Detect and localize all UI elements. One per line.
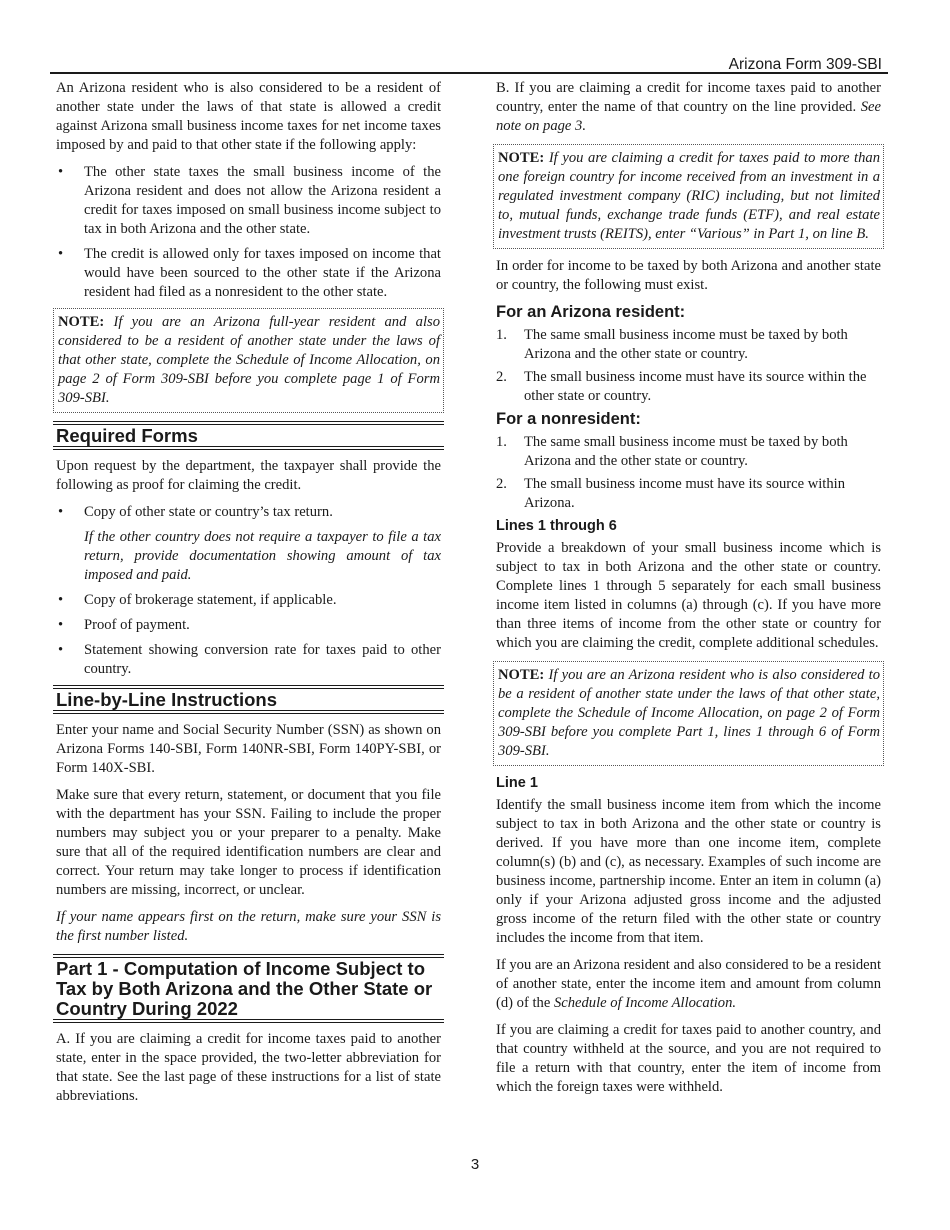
list-item: • Copy of brokerage statement, if applicable. [56,591,441,610]
note-box [53,308,444,413]
line-1-foreign-paragraph: If you are claiming a credit for taxes paid to another country, and that country withheld at the source, and you are not required to file a return with that country, enter the item of income from which the foreign taxes were withheld. [496,1022,881,1095]
list-number: 2. [496,476,507,492]
header-rule [50,72,888,74]
line-1-resident-paragraph [496,956,881,1013]
list-item [496,475,881,513]
section-heading-part1 [53,954,444,1023]
line-instr-paragraph: Enter your name and Social Security Number (SSN) as shown on Arizona Forms 140-SBI, Form 140NR-SBI, Form 140PY-SBI, or Form 140X-SBI. [56,722,441,776]
part1-b-see-note: See note on page 3. [496,99,881,134]
intro-paragraph: An Arizona resident who is also considered to be a resident of another state under the laws of that state is allowed a credit against Arizona small business income taxes for net income taxes imposed by and paid to that other state if the following apply: [56,80,441,153]
section-heading-required-forms [53,421,444,450]
required-forms-intro: Upon request by the department, the taxpayer shall provide the following as proof for claiming the credit. [56,458,441,493]
right-column [496,79,881,1105]
list-number: 1. [496,327,507,343]
section-title: Required Forms [56,425,198,446]
list-number: 1. [496,434,507,450]
list-item-text: The same small business income must be taxed by both Arizona and the other state or country. [524,327,848,362]
section-heading-line-by-line [53,685,444,714]
list-item: • The credit is allowed only for taxes imposed on income that would have been sourced to the other state if the Arizona resident had filed as a nonresident to the other state. [56,245,441,302]
list-item: • Proof of payment. [56,616,441,635]
list-item: • Statement showing conversion rate for taxes paid to other country. [56,641,441,679]
form-title: Arizona Form 309-SBI [728,56,882,73]
note-box [493,661,884,766]
page-number: 3 [470,1156,480,1173]
lines-1-6-paragraph: Provide a breakdown of your small business income which is subject to tax in both Arizona and the other state or country. Complete lines 1 through 5 separately for each small business income item listed in columns (a) through (c). If you have more than three items of income from the other state or country for which you are claiming the credit, complete additional schedules. [496,540,881,651]
note-label: NOTE: [498,667,545,683]
list-number: 2. [496,369,507,385]
note-text: If you are an Arizona resident who is also considered to be a resident of another state under the laws of that other state, complete the Schedule of Income Allocation, on page 2 of Form 309-SBI before you complete Part 1, lines 1 through 6 of Form 309-SBI. [498,667,880,759]
list-item [496,326,881,364]
note-text: If you are claiming a credit for taxes paid to more than one foreign country for income received from an investment in a regulated investment company (RIC) including, but not limited to, mutual funds, exchange trade funds (ETF), and real estate investment trusts (REITS), enter “Various” in Part 1, on line B. [498,150,880,242]
lines-1-6-heading: Lines 1 through 6 [496,518,617,534]
list-item-text: The small business income must have its source within Arizona. [524,476,846,511]
list-item: • The other state taxes the small business income of the Arizona resident and does not allow the Arizona resident a credit for taxes imposed on small business income subject to tax in both Arizona and the other state. [56,163,441,239]
list-item [56,503,441,585]
list-item-text: Copy of other state or country’s tax return. [84,504,333,520]
line-1-paragraph: Identify the small business income item from which the income subject to tax in both Arizona and the other state or country is derived. If you have more than one income item, complete column(s) (b) and (c), as necessary. Examples of such income are business income, partnership income. Enter an item in column (a) only if your Arizona adjusted gross income and the adjusted gross income of the return filed with the other state or country includes the income from that item. [496,797,881,946]
list-item [496,433,881,471]
az-resident-heading: For an Arizona resident: [496,303,686,321]
required-forms-list [56,503,441,679]
line-1-resident-text: If you are an Arizona resident and also considered to be a resident of another state, enter the income item and amount from column (d) of the [496,957,881,1011]
line-instr-ssn-note: If your name appears first on the return, make sure your SSN is the first number listed. [56,909,441,944]
left-column [56,79,441,1114]
list-item-note: If the other country does not require a taxpayer to file a tax return, provide documentation showing amount of tax imposed and paid. [84,529,441,583]
line-1-heading: Line 1 [496,775,538,791]
list-item-text: The same small business income must be taxed by both Arizona and the other state or country. [524,434,848,469]
nonresident-list [496,433,881,513]
az-resident-list [496,326,881,406]
part1-b-paragraph [496,79,881,136]
intro-bullet-list [56,163,441,302]
nonresident-heading: For a nonresident: [496,410,641,428]
part1-b-text: B. If you are claiming a credit for income taxes paid to another country, enter the name of that country on the line provided. [496,80,881,115]
note-label: NOTE: [58,314,105,330]
section-title: Line-by-Line Instructions [56,689,277,710]
note-text: If you are an Arizona full-year resident and also considered to be a resident of another state under the laws of that other state, complete the Schedule of Income Allocation, on page 2 of Form 309-SBI before you complete page 1 of Form 309-SBI. [58,314,440,406]
section-title: Part 1 - Computation of Income Subject to Tax by Both Arizona and the Other State or Country During 2022 [56,958,433,1019]
note-label: NOTE: [498,150,545,166]
list-item [496,368,881,406]
schedule-reference: Schedule of Income Allocation. [553,995,737,1011]
list-item-text: The small business income must have its source within the other state or country. [524,369,867,404]
part1-a-paragraph: A. If you are claiming a credit for income taxes paid to another state, enter in the space provided, the two-letter abbreviation for that state. See the last page of these instructions for a list of state abbreviations. [56,1031,441,1104]
note-box [493,144,884,249]
taxed-both-intro: In order for income to be taxed by both Arizona and another state or country, the following must exist. [496,258,881,293]
line-instr-paragraph: Make sure that every return, statement, or document that you file with the department has your SSN. Failing to include the proper numbers may subject you or your preparer to a penalty. Make sure that all of the required identification numbers are clear and correct. Your return may take longer to process if identification numbers are missing, incorrect, or unclear. [56,787,441,898]
